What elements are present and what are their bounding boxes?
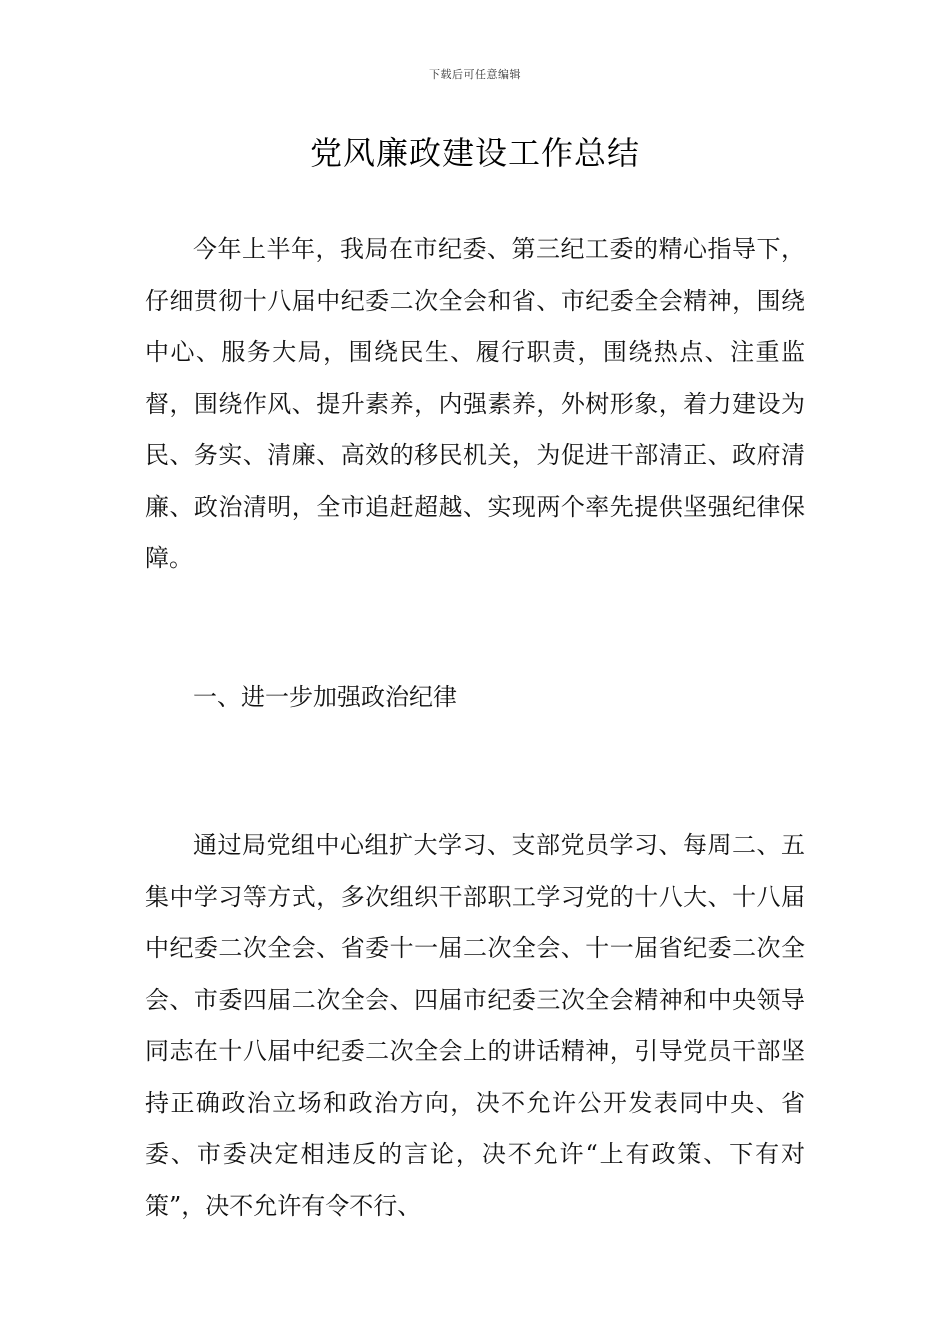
document-title: 党风廉政建设工作总结 — [309, 134, 640, 172]
section-1-paragraph: 通过局党组中心组扩大学习、支部党员学习、每周二、五集中学习等方式，多次组织干部职工学习党的十八大、十八届中纪委二次全会、省委十一届二次全会、十一届省纪委二次全会、市委四届二次全会、四届市纪委三次全会精神和中央领导同志在十八届中纪委二次全会上的讲话精神，引导党员干部坚持正确政治立场和政治方向，决不允许公开发表同中央、省委、市委决定相违反的言论，决不允许“上有政策、下有对策”，决不允许有令不行、 — [145, 831, 805, 1220]
intro-paragraph: 今年上半年，我局在市纪委、第三纪工委的精心指导下，仔细贯彻十八届中纪委二次全会和省、市纪委全会精神，围绕中心、服务大局，围绕民生、履行职责，围绕热点、注重监督，围绕作风、提升素养，内强素养，外树形象，着力建设为民、务实、清廉、高效的移民机关，为促进干部清正、政府清廉、政治清明，全市追赶超越、实现两个率先提供坚强纪律保障。 — [145, 235, 805, 572]
section-heading-1: 一、进一步加强政治纪律 — [193, 683, 457, 711]
header-note: 下载后可任意编辑 — [429, 68, 521, 81]
